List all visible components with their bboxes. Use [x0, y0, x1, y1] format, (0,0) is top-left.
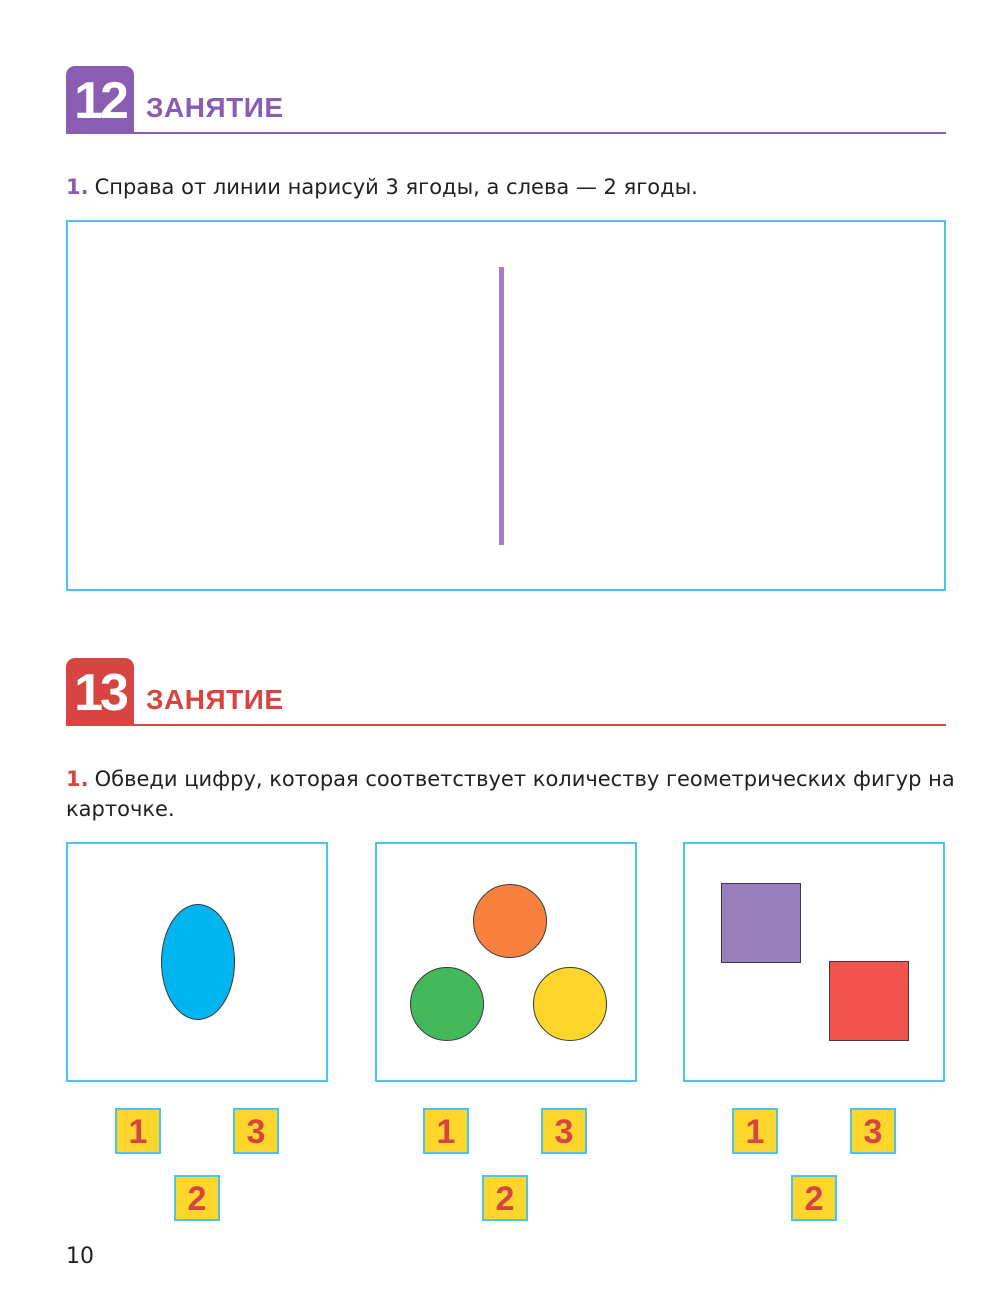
divider-line [499, 267, 504, 545]
orange-circle-shape [473, 884, 547, 958]
shape-card-2 [375, 842, 637, 1082]
lesson-13-task-number: 1. [66, 767, 89, 791]
lesson-12-header [66, 66, 946, 134]
green-circle-shape [410, 967, 484, 1041]
lesson-13-underline [66, 724, 946, 726]
page-number: 10 [66, 1244, 94, 1269]
card-2-option-2[interactable]: 2 [482, 1175, 528, 1221]
lesson-12-task-instruction [66, 172, 956, 202]
purple-square-shape [721, 883, 801, 963]
lesson-13-header [66, 658, 946, 726]
lesson-12-task-text: Справа от линии нарисуй 3 ягоды, а слева — 2 ягоды. [94, 175, 698, 199]
card-1-option-1[interactable]: 1 [115, 1108, 161, 1154]
lesson-13-task-text: Обведи цифру, которая соответствует количеству геометрических фигур на карточке. [66, 767, 955, 821]
lesson-12-number-badge: 12 [66, 66, 134, 134]
lesson-13-task-instruction [66, 764, 956, 824]
card-2-option-3[interactable]: 3 [541, 1108, 587, 1154]
card-2-option-1[interactable]: 1 [423, 1108, 469, 1154]
lesson-13-number-badge: 13 [66, 658, 134, 726]
lesson-12-title: ЗАНЯТИЕ [146, 92, 284, 123]
lesson-12-underline [66, 132, 946, 134]
lesson-13-title: ЗАНЯТИЕ [146, 684, 284, 715]
red-square-shape [829, 961, 909, 1041]
card-3-option-1[interactable]: 1 [732, 1108, 778, 1154]
card-1-option-2[interactable]: 2 [174, 1175, 220, 1221]
blue-oval-shape [161, 904, 235, 1020]
shape-card-1 [66, 842, 328, 1082]
shape-card-3 [683, 842, 945, 1082]
drawing-area[interactable] [66, 220, 946, 591]
yellow-circle-shape [533, 967, 607, 1041]
lesson-12-task-number: 1. [66, 175, 89, 199]
card-1-option-3[interactable]: 3 [233, 1108, 279, 1154]
card-3-option-2[interactable]: 2 [791, 1175, 837, 1221]
card-3-option-3[interactable]: 3 [850, 1108, 896, 1154]
